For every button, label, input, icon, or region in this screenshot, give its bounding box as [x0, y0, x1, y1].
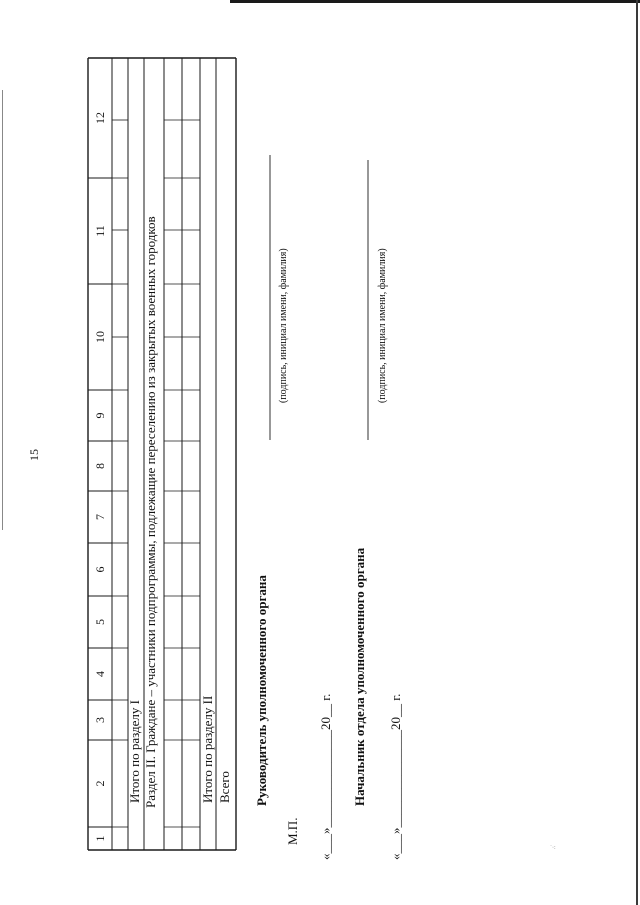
column-number: 5: [93, 619, 107, 625]
head-signature-caption: (подпись, инициал имени, фамилия): [278, 248, 289, 403]
column-number: 4: [93, 671, 107, 677]
dept-signature-caption: (подпись, инициал имени, фамилия): [377, 248, 388, 403]
column-number: 11: [93, 225, 107, 237]
column-number: 3: [93, 717, 107, 723]
column-number: 2: [93, 780, 107, 787]
column-number: 6: [93, 566, 107, 573]
column-number: 9: [93, 412, 107, 419]
column-number: 8: [93, 463, 107, 469]
head-date-line: «___»_______________20__ г.: [318, 693, 333, 860]
column-number: 12: [93, 112, 107, 124]
column-number: 10: [93, 331, 107, 343]
dept-title: Начальник отдела уполномоченного органа: [352, 547, 367, 806]
table-row-label: Всего: [217, 771, 232, 803]
table-row-label: Итого по разделу II: [200, 695, 215, 803]
column-number: 7: [93, 514, 107, 520]
scan-speck: ˙·:: [550, 845, 556, 851]
column-number: 1: [93, 835, 107, 842]
column-number-row: [93, 112, 107, 842]
seal-mark: М.П.: [285, 817, 300, 845]
table-row-label: Раздел II. Граждане – участники подпрограммы, подлежащие переселению из закрытых военных городков: [143, 216, 158, 808]
dept-date-line: «___»_______________20__ г.: [388, 693, 403, 860]
table-row-label: Итого по разделу I: [127, 700, 142, 803]
head-title: Руководитель уполномоченного органа: [254, 575, 269, 806]
page-number: 15: [27, 449, 41, 461]
